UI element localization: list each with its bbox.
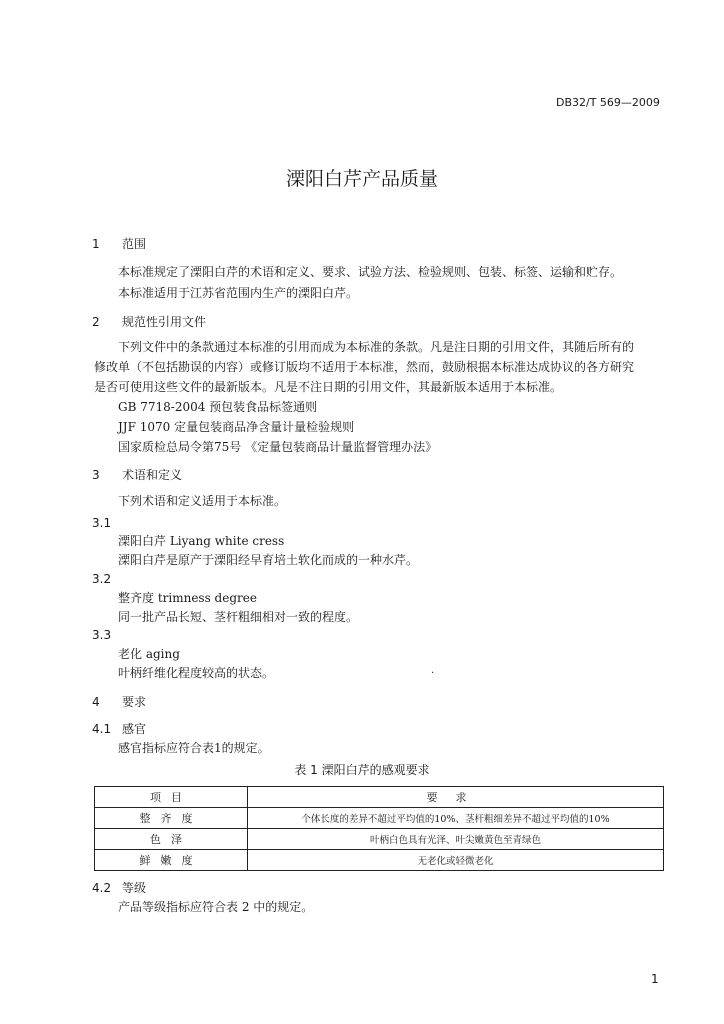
standard-code: DB32/T 569—2009 <box>556 96 660 109</box>
subsection-title: 等级 <box>122 881 147 895</box>
subsection-number: 4.1 <box>92 722 112 736</box>
section-3-heading <box>92 466 182 483</box>
section-1-heading <box>92 235 146 252</box>
term-name: 整齐度 trimness degree <box>118 591 257 605</box>
paragraph-line: 是否可使用这些文件的最新版本。凡是不注日期的引用文件，其最新版本适用于本标准。 <box>94 380 563 394</box>
page-number: 1 <box>651 972 659 986</box>
item-cell: 鲜嫩度 <box>95 850 248 871</box>
section-title: 术语和定义 <box>122 468 183 482</box>
section-number: 2 <box>92 315 100 329</box>
term-number: 3.1 <box>92 516 112 530</box>
section-4-heading <box>92 693 146 710</box>
paragraph: 本标准适用于江苏省范围内生产的溧阳白芹。 <box>118 286 359 300</box>
section-title: 要求 <box>122 695 147 709</box>
table-row <box>95 829 664 850</box>
item-cell: 整齐度 <box>95 808 248 829</box>
requirement-cell: 叶柄白色具有光泽、叶尖嫩黄色至青绿色 <box>248 829 664 850</box>
column-header: 项目 <box>95 787 248 808</box>
subsection-number: 4.2 <box>92 881 112 895</box>
paragraph: 产品等级指标应符合表 2 中的规定。 <box>118 900 314 914</box>
paragraph: 感官指标应符合表1的规定。 <box>118 741 270 755</box>
table-header-row <box>95 787 664 808</box>
subsection-4-2-heading <box>92 879 146 896</box>
section-2-heading <box>92 313 206 330</box>
paragraph: 下列术语和定义适用于本标准。 <box>118 494 287 508</box>
paragraph: 本标准规定了溧阳白芹的术语和定义、要求、试验方法、检验规则、包装、标签、运输和贮存。 <box>118 265 623 279</box>
paragraph-line: 修改单（不包括勘误的内容）或修订版均不适用于本标准，然而，鼓励根据本标准达成协议的各方研究 <box>94 360 635 374</box>
paragraph-line: 下列文件中的条款通过本标准的引用而成为本标准的条款。凡是注日期的引用文件，其随后所有的 <box>118 340 635 354</box>
term-definition: 溧阳白芹是原产于溧阳经早育培土软化而成的一种水芹。 <box>118 553 419 567</box>
section-number: 4 <box>92 695 100 709</box>
scan-speck: · <box>431 668 435 679</box>
requirement-cell: 无老化或轻微老化 <box>248 850 664 871</box>
section-number: 1 <box>92 237 100 251</box>
reference-item: 国家质检总局令第75号 《定量包装商品计量监督管理办法》 <box>118 440 438 454</box>
item-cell: 色泽 <box>95 829 248 850</box>
term-definition: 同一批产品长短、茎杆粗细相对一致的程度。 <box>118 610 359 624</box>
table-caption: 表 1 溧阳白芹的感观要求 <box>294 763 430 777</box>
subsection-title: 感官 <box>122 722 147 736</box>
term-name: 溧阳白芹 Liyang white cress <box>118 534 285 548</box>
document-title: 溧阳白芹产品质量 <box>285 168 438 190</box>
term-definition: 叶柄纤维化程度较高的状态。 <box>118 666 275 680</box>
term-name: 老化 aging <box>118 647 180 661</box>
requirement-cell: 个体长度的差异不超过平均值的10%、茎杆粗细差异不超过平均值的10% <box>248 808 664 829</box>
table-row <box>95 850 664 871</box>
section-title: 范围 <box>122 237 147 251</box>
sensory-requirements-table <box>94 786 664 871</box>
reference-item: JJF 1070 定量包装商品净含量计量检验规则 <box>118 420 355 434</box>
reference-item: GB 7718-2004 预包装食品标签通则 <box>118 400 318 414</box>
section-title: 规范性引用文件 <box>122 315 207 329</box>
section-number: 3 <box>92 468 100 482</box>
subsection-4-1-heading <box>92 720 146 737</box>
term-number: 3.3 <box>92 628 112 642</box>
term-number: 3.2 <box>92 572 112 586</box>
table-row <box>95 808 664 829</box>
column-header: 要求 <box>248 787 664 808</box>
